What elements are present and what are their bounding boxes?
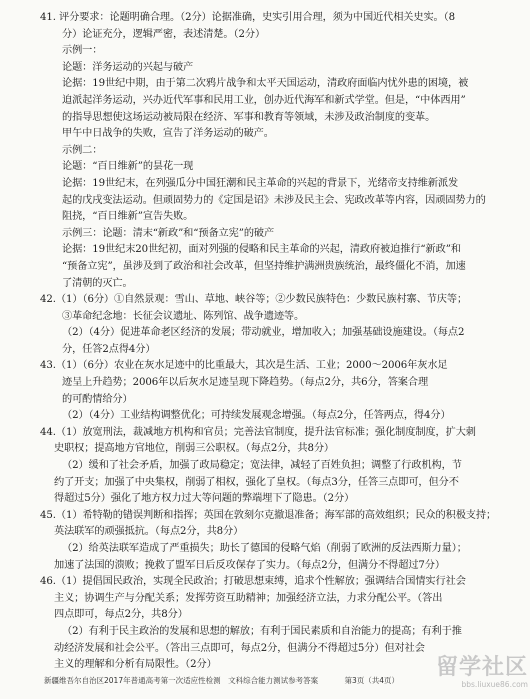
text-line: 分，任答2点得4分） xyxy=(62,343,156,355)
text-line: 论据：19世纪末，在列强瓜分中国狂潮和民主革命的兴起的背景下，光绪帝支持维新派发 xyxy=(62,177,459,189)
text-line: （2）缓和了社会矛盾，加强了政局稳定；宽法律，减轻了百姓负担；调整了行政机构，节 xyxy=(62,460,462,472)
text-line: 史职权；提高地方官地位，削弱三公职权。（每点2分，共8分） xyxy=(54,443,335,455)
text-line: 的可酌情给分） xyxy=(62,393,133,405)
text-line: 论题：“百日维新”的昙花一现 xyxy=(62,161,194,173)
text-line: 示例一： xyxy=(62,45,103,57)
text-line: 甲午中日战争的失败，宣告了洋务运动的破产。 xyxy=(62,128,274,140)
text-line: 45.（1）希特勒的错误判断和指挥；英国在敦刻尔克撤退准备；海军部的高效组织；民众的积极支持； xyxy=(40,509,497,521)
text-line: （2）（4分）工业结构调整优化；可持续发展观念增强。（每点2分，任答两点，得4分） xyxy=(62,410,451,422)
text-line: 42.（1）（6分）①自然景观：雪山、草地、峡谷等；②少数民族特色：少数民族村寨、节庆等； xyxy=(40,294,468,306)
text-line: 44.（1）放宽刑法，裁减地方机构和官员；完善法官制度，提升法官标准；强化制度制度，扩大刺 xyxy=(40,426,476,438)
text-line: 论据：19世纪末20世纪初，面对列强的侵略和民主革命的兴起，清政府被迫推行“新政”和 xyxy=(62,244,461,256)
text-line: （2）给英法联军造成了严重损失；助长了德国的侵略气焰（削弱了欧洲的反法西斯力量）； xyxy=(62,543,467,554)
text-line: 阻挠，“百日维新”宣告失败。 xyxy=(62,211,194,223)
text-line: 迫派起洋务运动，兴办近代军事和民用工业，创办近代海军和新式学堂。但是，“中体西用” xyxy=(62,94,466,106)
text-line: （2）（4分）促进革命老区经济的发展；带动就业，增加收入；加强基础设施建设。（每点2 xyxy=(62,327,465,339)
text-line: ③革命纪念地：长征会议遗址、陈列馆、战争遗迹等。 xyxy=(62,310,305,322)
text-line: 主义的理解和分析有局限性。（2分） xyxy=(54,659,217,671)
text-line: 得超过5分）强化了地方权力过大等问题的弊端埋下了隐患。（2分） xyxy=(54,493,355,505)
text-line: 英法联军的顽强抵抗。（每点2分，共8分） xyxy=(54,526,244,538)
text-line: 起的戊戌变法运动。但顽固势力的《定国是诏》未涉及民主会、宪政改革等内容，因顽固势力的 xyxy=(62,194,486,206)
watermark xyxy=(428,656,528,689)
text-line: 的指导思想使这场运动被局限在经济、军事和教育等领域，未涉及政治制度的变革。 xyxy=(62,111,436,123)
text-line: 分）论证充分，逻辑严密，表述清楚。（2分） xyxy=(62,28,266,40)
text-line: 四点即可，每点2分，共8分） xyxy=(54,609,188,621)
text-line: 加速了法国的溃败；挽救了盟军日后反攻保存了实力。（每点2分，但满分不得超过7分） xyxy=(54,559,445,571)
text-line: 迹呈上升趋势；2006年以后灰水足迹呈现下降趋势。（每点2分，共6分，答案合理 xyxy=(62,377,429,389)
text-line: 示例三：论题：清末“新政”和“预备立宪”的破产 xyxy=(62,227,275,239)
footer-title: 新疆维吾尔自治区2017年普通高考第一次适应性检测 文科综合能力测试参考答案 xyxy=(44,676,319,685)
text-line: 41. 评分要求：论题明确合理。（2分）论据准确，史实引用合理，须为中国近代相关史实。（8 xyxy=(40,12,456,23)
text-line: 46.（1）提倡国民政治，实现全民政治；打破思想束缚，追求个性解放；强调结合国情实行社会 xyxy=(40,576,466,588)
page-footer xyxy=(44,675,399,686)
text-line: “预备立宪”，虽涉及到了政治和社会改革，但坚持维护满洲贵族统治，最终僵化不消，加速 xyxy=(62,260,466,272)
text-line: 论题：洋务运动的兴起与破产 xyxy=(62,61,194,73)
answer-key-page xyxy=(40,10,518,674)
text-line: 了清朝的灭亡。 xyxy=(62,277,133,289)
text-line: 动经济发展和社会公平。（答出三点即可，每点2分，但满分不得超过5分）但对社会 xyxy=(54,642,425,654)
watermark-brand: 留学社区 xyxy=(435,655,528,680)
text-line: 主义；协调生产与分配关系；发挥劳资互助精神；加强经济立法，力求分配公平。（答出 xyxy=(54,592,443,604)
footer-page-number: 第3页（共4页） xyxy=(344,676,400,685)
text-line: 示例二： xyxy=(62,144,103,156)
watermark-url: bbs.liuxue86.com xyxy=(461,680,528,689)
text-line: 约了开支；加强了中央集权，削弱了相权，强化了皇权。（每点3分，任答三点即可，但分不 xyxy=(54,476,459,488)
text-line: （2）有利于民主政治的发展和思想的解放；有利于国民素质和自治能力的提高；有利于推 xyxy=(62,625,462,637)
text-line: 43.（1）（6分）农业在灰水足迹中的比重最大，其次是生活、工业；2000～2006年灰水足 xyxy=(40,360,448,372)
text-line: 论据：19世纪中期，由于第二次鸦片战争和太平天国运动，清政府面临内忧外患的困境，被 xyxy=(62,78,469,90)
